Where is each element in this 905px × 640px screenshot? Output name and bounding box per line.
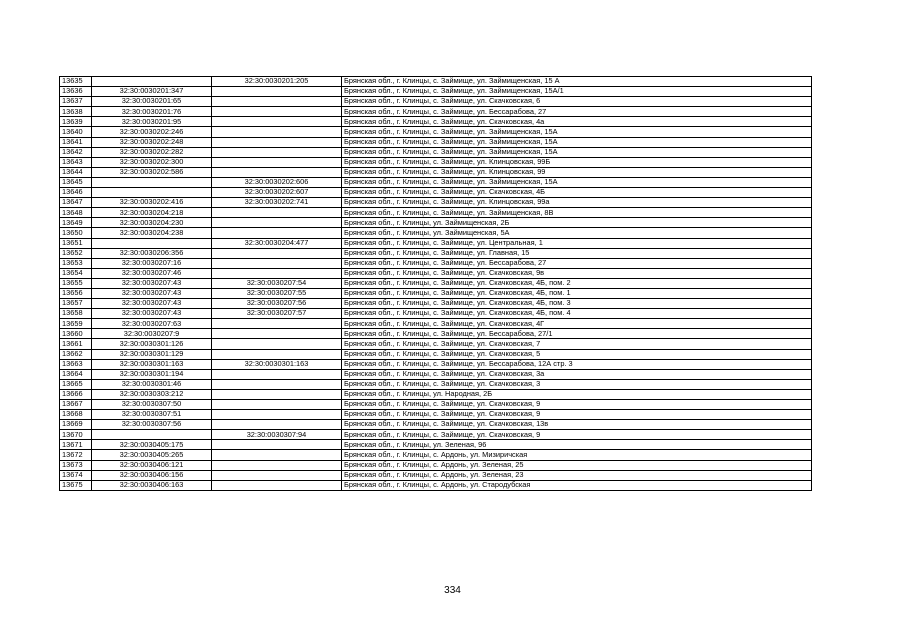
address: Брянская обл., г. Клинцы, с. Займище, ул. Займищенская, 15 А: [342, 77, 812, 87]
address: Брянская обл., г. Клинцы, ул. Зеленая, 96: [342, 440, 812, 450]
table-row: [60, 288, 812, 298]
cadastral-number-2: 32:30:0030201:205: [212, 77, 342, 87]
cadastral-number-1: 32:30:0030405:265: [92, 450, 212, 460]
cadastral-number-2: 32:30:0030207:55: [212, 288, 342, 298]
cadastral-number-1: 32:30:0030207:16: [92, 258, 212, 268]
table-row: [60, 410, 812, 420]
cadastral-number-1: 32:30:0030201:95: [92, 117, 212, 127]
table-row: [60, 177, 812, 187]
cadastral-number-2: [212, 400, 342, 410]
address: Брянская обл., г. Клинцы, с. Займище, ул. Скачковская, 9: [342, 430, 812, 440]
address: Брянская обл., г. Клинцы, с. Займище, ул. Клинцовская, 99а: [342, 198, 812, 208]
cadastral-number-2: [212, 329, 342, 339]
row-number: 13674: [60, 470, 92, 480]
cadastral-number-1: 32:30:0030202:282: [92, 147, 212, 157]
cadastral-number-2: [212, 97, 342, 107]
address: Брянская обл., г. Клинцы, с. Займище, ул. Скачковская, 9: [342, 400, 812, 410]
table-row: [60, 258, 812, 268]
cadastral-number-2: [212, 410, 342, 420]
cadastral-number-2: [212, 268, 342, 278]
registry-table-body: [60, 77, 812, 491]
row-number: 13650: [60, 228, 92, 238]
cadastral-number-1: 32:30:0030207:43: [92, 299, 212, 309]
row-number: 13657: [60, 299, 92, 309]
table-row: [60, 127, 812, 137]
cadastral-number-1: 32:30:0030207:43: [92, 278, 212, 288]
row-number: 13659: [60, 319, 92, 329]
cadastral-number-2: [212, 127, 342, 137]
row-number: 13663: [60, 359, 92, 369]
cadastral-number-1: 32:30:0030406:121: [92, 460, 212, 470]
table-row: [60, 278, 812, 288]
address: Брянская обл., г. Клинцы, ул. Займищенская, 2Б: [342, 218, 812, 228]
table-row: [60, 268, 812, 278]
address: Брянская обл., г. Клинцы, с. Займище, ул. Скачковская, 4Б, пом. 3: [342, 299, 812, 309]
table-row: [60, 369, 812, 379]
table-row: [60, 339, 812, 349]
cadastral-number-1: 32:30:0030207:43: [92, 309, 212, 319]
address: Брянская обл., г. Клинцы, с. Ардонь, ул. Зеленая, 25: [342, 460, 812, 470]
row-number: 13642: [60, 147, 92, 157]
cadastral-number-2: [212, 147, 342, 157]
cadastral-number-1: 32:30:0030204:238: [92, 228, 212, 238]
table-row: [60, 319, 812, 329]
row-number: 13662: [60, 349, 92, 359]
table-row: [60, 420, 812, 430]
row-number: 13652: [60, 248, 92, 258]
address: Брянская обл., г. Клинцы, с. Займище, ул. Скачковская, 4а: [342, 117, 812, 127]
address: Брянская обл., г. Клинцы, с. Займище, ул. Главная, 15: [342, 248, 812, 258]
cadastral-number-1: 32:30:0030307:51: [92, 410, 212, 420]
row-number: 13651: [60, 238, 92, 248]
cadastral-number-1: 32:30:0030201:76: [92, 107, 212, 117]
cadastral-number-1: 32:30:0030204:230: [92, 218, 212, 228]
cadastral-number-1: 32:30:0030202:248: [92, 137, 212, 147]
cadastral-number-1: 32:30:0030301:194: [92, 369, 212, 379]
address: Брянская обл., г. Клинцы, с. Займище, ул. Скачковская, 13в: [342, 420, 812, 430]
cadastral-number-2: [212, 107, 342, 117]
cadastral-number-1: [92, 177, 212, 187]
cadastral-number-1: 32:30:0030301:126: [92, 339, 212, 349]
address: Брянская обл., г. Клинцы, с. Займище, ул. Бессарабова, 12А стр. 3: [342, 359, 812, 369]
row-number: 13636: [60, 87, 92, 97]
table-row: [60, 137, 812, 147]
cadastral-number-1: 32:30:0030202:586: [92, 167, 212, 177]
row-number: 13635: [60, 77, 92, 87]
address: Брянская обл., г. Клинцы, с. Займище, ул. Скачковская, 4Б, пом. 2: [342, 278, 812, 288]
cadastral-number-1: 32:30:0030202:416: [92, 198, 212, 208]
table-row: [60, 157, 812, 167]
row-number: 13666: [60, 389, 92, 399]
cadastral-number-1: [92, 188, 212, 198]
address: Брянская обл., г. Клинцы, с. Займище, ул. Центральная, 1: [342, 238, 812, 248]
address: Брянская обл., г. Клинцы, с. Займище, ул. Бессарабова, 27: [342, 107, 812, 117]
row-number: 13654: [60, 268, 92, 278]
table-row: [60, 97, 812, 107]
row-number: 13639: [60, 117, 92, 127]
row-number: 13645: [60, 177, 92, 187]
table-row: [60, 107, 812, 117]
cadastral-number-2: [212, 117, 342, 127]
cadastral-number-2: 32:30:0030202:606: [212, 177, 342, 187]
row-number: 13672: [60, 450, 92, 460]
table-row: [60, 218, 812, 228]
cadastral-number-2: 32:30:0030207:54: [212, 278, 342, 288]
cadastral-number-1: 32:30:0030301:46: [92, 379, 212, 389]
address: Брянская обл., г. Клинцы, с. Займище, ул. Займищенская, 15А: [342, 127, 812, 137]
cadastral-number-2: 32:30:0030202:741: [212, 198, 342, 208]
row-number: 13653: [60, 258, 92, 268]
cadastral-number-2: 32:30:0030204:477: [212, 238, 342, 248]
address: Брянская обл., г. Клинцы, с. Займище, ул. Займищенская, 15А: [342, 147, 812, 157]
address: Брянская обл., г. Клинцы, с. Займище, ул. Скачковская, 9в: [342, 268, 812, 278]
cadastral-number-2: 32:30:0030301:163: [212, 359, 342, 369]
cadastral-number-2: [212, 420, 342, 430]
cadastral-number-1: 32:30:0030207:46: [92, 268, 212, 278]
address: Брянская обл., г. Клинцы, с. Ардонь, ул. Мизиричская: [342, 450, 812, 460]
cadastral-number-1: [92, 430, 212, 440]
cadastral-number-1: 32:30:0030406:156: [92, 470, 212, 480]
cadastral-number-1: 32:30:0030202:246: [92, 127, 212, 137]
cadastral-number-2: [212, 369, 342, 379]
row-number: 13661: [60, 339, 92, 349]
cadastral-number-2: [212, 137, 342, 147]
table-row: [60, 87, 812, 97]
address: Брянская обл., г. Клинцы, с. Займище, ул. Бессарабова, 27/1: [342, 329, 812, 339]
table-row: [60, 309, 812, 319]
cadastral-number-2: [212, 379, 342, 389]
row-number: 13638: [60, 107, 92, 117]
table-row: [60, 450, 812, 460]
address: Брянская обл., г. Клинцы, с. Займище, ул. Клинцовская, 99Б: [342, 157, 812, 167]
cadastral-number-2: [212, 157, 342, 167]
cadastral-number-2: [212, 440, 342, 450]
row-number: 13648: [60, 208, 92, 218]
cadastral-number-1: 32:30:0030301:129: [92, 349, 212, 359]
table-row: [60, 198, 812, 208]
address: Брянская обл., г. Клинцы, с. Займище, ул. Скачковская, 6: [342, 97, 812, 107]
address: Брянская обл., г. Клинцы, с. Займище, ул. Займищенская, 15А/1: [342, 87, 812, 97]
table-row: [60, 248, 812, 258]
row-number: 13641: [60, 137, 92, 147]
cadastral-number-1: [92, 77, 212, 87]
address: Брянская обл., г. Клинцы, с. Займище, ул. Скачковская, 3а: [342, 369, 812, 379]
cadastral-number-2: 32:30:0030207:57: [212, 309, 342, 319]
registry-table: [59, 76, 812, 491]
address: Брянская обл., г. Клинцы, с. Займище, ул. Займищенская, 15А: [342, 177, 812, 187]
address: Брянская обл., г. Клинцы, с. Займище, ул. Скачковская, 9: [342, 410, 812, 420]
table-row: [60, 470, 812, 480]
cadastral-number-2: [212, 228, 342, 238]
row-number: 13637: [60, 97, 92, 107]
cadastral-number-2: [212, 389, 342, 399]
table-row: [60, 430, 812, 440]
row-number: 13646: [60, 188, 92, 198]
address: Брянская обл., г. Клинцы, с. Займище, ул. Займищенская, 15А: [342, 137, 812, 147]
table-row: [60, 147, 812, 157]
row-number: 13668: [60, 410, 92, 420]
cadastral-number-2: [212, 167, 342, 177]
cadastral-number-1: 32:30:0030307:50: [92, 400, 212, 410]
row-number: 13658: [60, 309, 92, 319]
address: Брянская обл., г. Клинцы, с. Займище, ул. Скачковская, 4Б, пом. 1: [342, 288, 812, 298]
address: Брянская обл., г. Клинцы, с. Займище, ул. Займищенская, 8В: [342, 208, 812, 218]
address: Брянская обл., г. Клинцы, ул. Займищенская, 5А: [342, 228, 812, 238]
cadastral-number-2: [212, 218, 342, 228]
table-row: [60, 77, 812, 87]
row-number: 13675: [60, 480, 92, 490]
address: Брянская обл., г. Клинцы, с. Займище, ул. Скачковская, 4Б, пом. 4: [342, 309, 812, 319]
address: Брянская обл., г. Клинцы, с. Займище, ул. Скачковская, 3: [342, 379, 812, 389]
address: Брянская обл., г. Клинцы, с. Займище, ул. Клинцовская, 99: [342, 167, 812, 177]
table-row: [60, 460, 812, 470]
cadastral-number-2: [212, 339, 342, 349]
table-row: [60, 349, 812, 359]
cadastral-number-2: [212, 258, 342, 268]
cadastral-number-2: 32:30:0030307:94: [212, 430, 342, 440]
cadastral-number-1: 32:30:0030207:43: [92, 288, 212, 298]
cadastral-number-1: 32:30:0030406:163: [92, 480, 212, 490]
page-number: 334: [444, 585, 461, 596]
cadastral-number-2: 32:30:0030207:56: [212, 299, 342, 309]
row-number: 13644: [60, 167, 92, 177]
table-row: [60, 188, 812, 198]
cadastral-number-1: [92, 238, 212, 248]
row-number: 13640: [60, 127, 92, 137]
address: Брянская обл., г. Клинцы, с. Ардонь, ул. Стародубская: [342, 480, 812, 490]
cadastral-number-1: 32:30:0030303:212: [92, 389, 212, 399]
table-row: [60, 238, 812, 248]
address: Брянская обл., г. Клинцы, с. Ардонь, ул. Зеленая, 23: [342, 470, 812, 480]
table-row: [60, 480, 812, 490]
cadastral-number-1: 32:30:0030202:300: [92, 157, 212, 167]
row-number: 13673: [60, 460, 92, 470]
row-number: 13643: [60, 157, 92, 167]
cadastral-number-1: 32:30:0030207:9: [92, 329, 212, 339]
row-number: 13667: [60, 400, 92, 410]
table-row: [60, 389, 812, 399]
table-row: [60, 329, 812, 339]
table-row: [60, 379, 812, 389]
cadastral-number-2: [212, 460, 342, 470]
row-number: 13669: [60, 420, 92, 430]
address: Брянская обл., г. Клинцы, с. Займище, ул. Бессарабова, 27: [342, 258, 812, 268]
cadastral-number-2: [212, 470, 342, 480]
address: Брянская обл., г. Клинцы, с. Займище, ул. Скачковская, 5: [342, 349, 812, 359]
cadastral-number-1: 32:30:0030201:65: [92, 97, 212, 107]
row-number: 13665: [60, 379, 92, 389]
row-number: 13649: [60, 218, 92, 228]
cadastral-number-2: 32:30:0030202:607: [212, 188, 342, 198]
table-row: [60, 167, 812, 177]
row-number: 13660: [60, 329, 92, 339]
cadastral-number-2: [212, 248, 342, 258]
cadastral-number-1: 32:30:0030204:218: [92, 208, 212, 218]
table-row: [60, 299, 812, 309]
address: Брянская обл., г. Клинцы, с. Займище, ул. Скачковская, 4Б: [342, 188, 812, 198]
row-number: 13647: [60, 198, 92, 208]
table-row: [60, 440, 812, 450]
row-number: 13655: [60, 278, 92, 288]
table-row: [60, 400, 812, 410]
address: Брянская обл., г. Клинцы, с. Займище, ул. Скачковская, 7: [342, 339, 812, 349]
table-row: [60, 117, 812, 127]
cadastral-number-2: [212, 319, 342, 329]
row-number: 13664: [60, 369, 92, 379]
address: Брянская обл., г. Клинцы, с. Займище, ул. Скачковская, 4Г: [342, 319, 812, 329]
row-number: 13670: [60, 430, 92, 440]
table-row: [60, 208, 812, 218]
cadastral-number-2: [212, 450, 342, 460]
cadastral-number-2: [212, 87, 342, 97]
cadastral-number-1: 32:30:0030301:163: [92, 359, 212, 369]
address: Брянская обл., г. Клинцы, ул. Народная, 2Б: [342, 389, 812, 399]
table-row: [60, 228, 812, 238]
cadastral-number-1: 32:30:0030405:175: [92, 440, 212, 450]
table-row: [60, 359, 812, 369]
cadastral-number-2: [212, 349, 342, 359]
cadastral-number-2: [212, 480, 342, 490]
cadastral-number-1: 32:30:0030201:347: [92, 87, 212, 97]
cadastral-number-1: 32:30:0030207:63: [92, 319, 212, 329]
cadastral-number-1: 32:30:0030307:56: [92, 420, 212, 430]
cadastral-number-2: [212, 208, 342, 218]
row-number: 13656: [60, 288, 92, 298]
row-number: 13671: [60, 440, 92, 450]
cadastral-number-1: 32:30:0030206:356: [92, 248, 212, 258]
